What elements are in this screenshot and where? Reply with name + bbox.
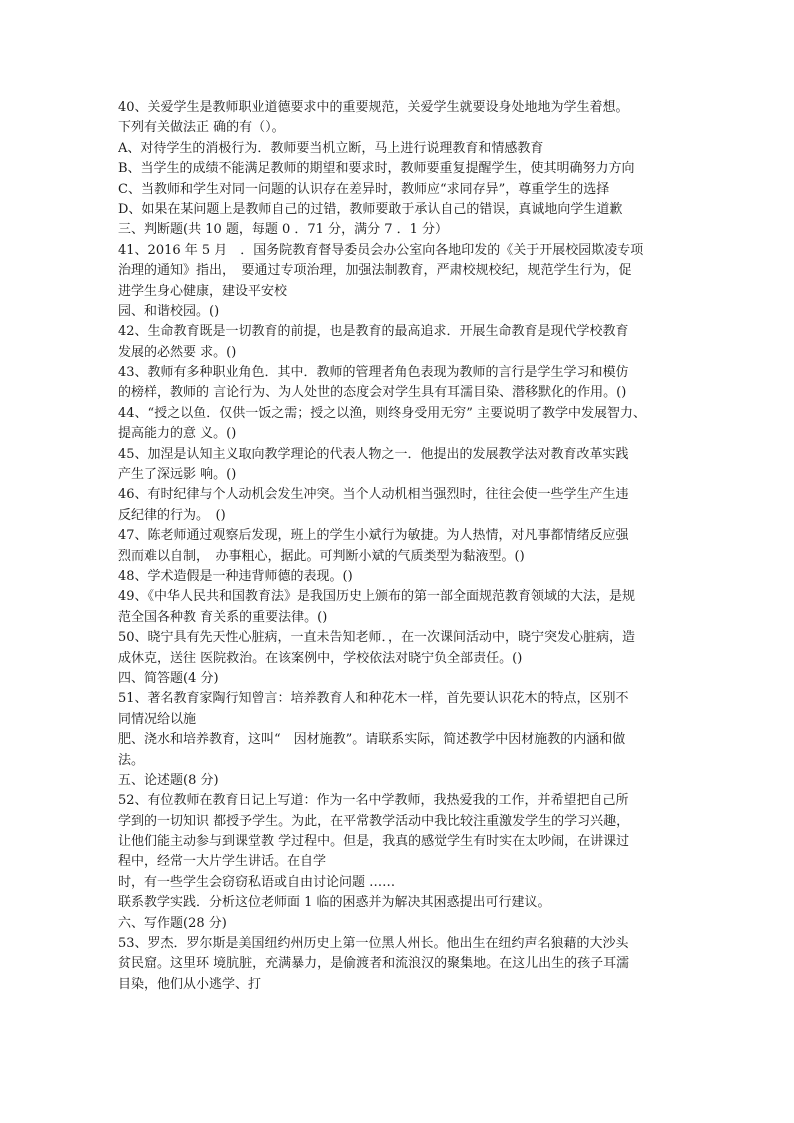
text-line: 肥、浇水和培养教育，这叫“ 因材施教”。请联系实际，简述教学中因材施教的内涵和做 [118,732,626,748]
text-line: 范全国各种教 育关系的重要法律。() [118,609,328,625]
text-line: 产生了深远影 响。() [118,467,237,483]
text-line: A、对待学生的消极行为．教师要当机立断，马上进行说理教育和情感教育 [118,140,544,156]
text-line: 目染，他们从小逃学、打 [118,976,262,992]
text-line: 学到的一切知识 都授予学生。为此，在平常教学活动中我比较注重激发学生的学习兴趣， [118,813,630,829]
section-heading: 三、判断题(共 10 题，每题 0 ．71 分，满分 7 ．1 分） [118,222,449,238]
text-line: B、当学生的成绩不能满足教师的期望和要求时，教师要重复提醒学生，使其明确努力方向 [118,161,635,177]
text-line: 贫民窟。这里环 境肮脏，充满暴力，是偷渡者和流浪汉的聚集地。在这儿出生的孩子耳濡 [118,956,630,972]
text-line: 园、和谐校园。() [118,303,220,319]
text-line: 时，有一些学生会窃窃私语或自由讨论问题 …… [118,874,396,890]
text-line: 法。 [118,752,145,768]
text-line: 让他们能主动参与到课堂教 学过程中。但是，我真的感觉学生有时实在太吵闹，在讲课过 [118,834,630,850]
text-line: 进学生身心健康，建设平安校 [118,283,288,299]
text-line: 48、学术造假是一种违背师德的表现。() [118,568,353,584]
text-line: 成休克，送往 医院救治。在该案例中，学校依法对晓宁负全部责任。() [118,650,523,666]
text-line: 45、加涅是认知主义取向教学理论的代表人物之一．他提出的发展教学法对教育改革实践 [118,446,629,462]
text-line: 44、“授之以鱼．仅供一饭之需；授之以渔，则终身受用无穷” 主要说明了教学中发展智力、 [118,405,646,421]
text-line: 提高能力的意 义。() [118,426,237,442]
text-line: 烈而难以自制， 办事粗心，据此。可判断小斌的气质类型为黏液型。() [118,548,525,564]
text-line: 下列有关做法正 确的有（）。 [118,120,285,136]
text-line: 程中，经常一大片学生讲话。在自学 [118,854,327,870]
text-line: 51、著名教育家陶行知曾言：培养教育人和种花木一样，首先要认识花木的特点，区别不 [118,691,629,707]
text-line: 53、罗杰．罗尔斯是美国纽约州历史上第一位黑人州长。他出生在纽约声名狼藉的大沙头 [118,936,629,952]
text-line: 42、生命教育既是一切教育的前提，也是教育的最高追求．开展生命教育是现代学校教育 [118,324,629,340]
text-line: 47、陈老师通过观察后发现，班上的学生小斌行为敏捷。为人热情，对凡事都情绪反应强 [118,528,629,544]
text-line: 同情况给以施 [118,711,197,727]
text-line: 发展的必然要 求。() [118,344,237,360]
text-line: 49、《中华人民共和国教育法》是我国历史上颁布的第一部全面规范教育领域的大法，是规 [118,589,636,605]
section-heading: 六、写作题(28 分) [118,915,227,931]
text-line: 50、晓宁具有先天性心脏病，一直未告知老师．，在一次课间活动中，晓宁突发心脏病，造 [118,630,636,646]
document-body [118,98,688,995]
text-line: 41、2016 年 5 月 ．国务院教育督导委员会办公室向各地印发的《关于开展校园欺凌专项 [118,242,644,258]
text-line: 40、关爱学生是教师职业道德要求中的重要规范，关爱学生就要设身处地地为学生着想。 [118,100,629,115]
text-line: 反纪律的行为。 () [118,507,226,523]
text-line: C、当教师和学生对同一问题的认识存在差异时，教师应“求同存异”，尊重学生的选择 [118,181,610,197]
section-heading: 五、论述题(8 分) [118,772,219,788]
text-line: 的榜样，教师的 言论行为、为人处世的态度会对学生具有耳濡目染、潜移默化的作用。() [118,385,627,401]
text-line: 治理的通知》指出， 要通过专项治理，加强法制教育，严肃校规校纪，规范学生行为，促 [118,263,632,279]
text-line: 46、有时纪律与个人动机会发生冲突。当个人动机相当强烈时，往往会使一些学生产生违 [118,487,629,503]
text-line: 43、教师有多种职业角色．其中．教师的管理者角色表现为教师的言行是学生学习和模仿 [118,365,629,381]
text-line: 联系教学实践．分析这位老师面 1 临的困惑并为解决其困惑提出可行建议。 [118,895,551,911]
text-line: D、如果在某问题上是教师自己的过错，教师要敢于承认自己的错误，真诚地向学生道歉 [118,201,623,217]
text-line: 52、有位教师在教育日记上写道：作为一名中学教师，我热爱我的工作，并希望把自己所 [118,793,629,809]
section-heading: 四、简答题(4 分) [118,670,219,686]
